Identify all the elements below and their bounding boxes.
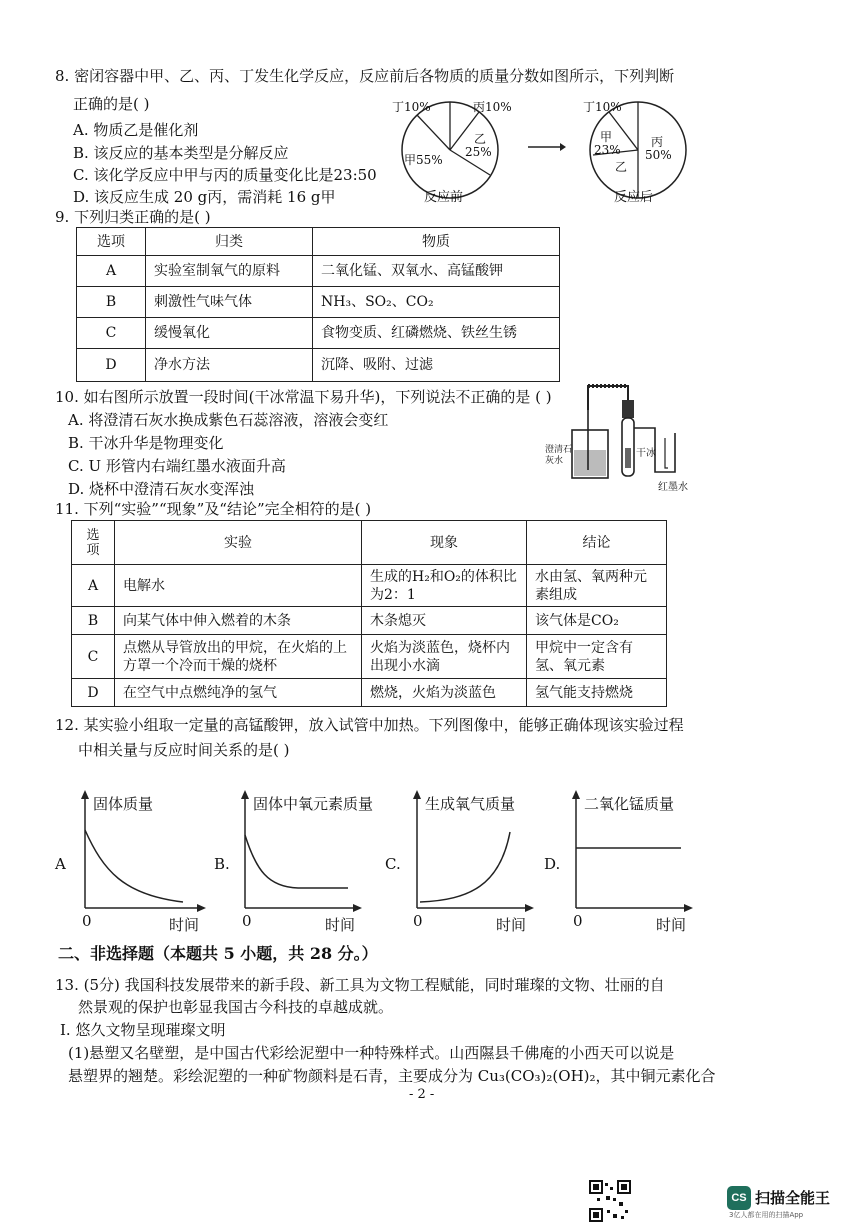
table-cell: 燃烧，火焰为淡蓝色 — [362, 679, 527, 707]
table-cell: 刺激性气味气体 — [146, 287, 313, 318]
table-cell: 二氧化锰、双氧水、高锰酸钾 — [313, 256, 560, 287]
pie-after-label-jia-pct: 23% — [594, 143, 621, 157]
table-cell: 缓慢氧化 — [146, 318, 313, 349]
graph-c-ylabel: 生成氧气质量 — [425, 795, 516, 813]
qr-code-icon — [589, 1180, 631, 1222]
page-number: - 2 - — [409, 1087, 435, 1102]
q11-stem: 11. 下列“实验”“现象”及“结论”完全相符的是( ) — [55, 500, 372, 518]
table-cell: C — [72, 635, 115, 679]
q9-header-category: 归类 — [146, 228, 313, 256]
table-cell: 沉降、吸附、过滤 — [313, 349, 560, 382]
pie-before-label-jia: 甲55% — [404, 153, 443, 167]
q8-option-a: A. 物质乙是催化剂 — [73, 121, 199, 139]
graph-d-option: D. — [544, 855, 561, 873]
pie-after-label-ding: 丁10% — [583, 100, 622, 114]
table-cell: 向某气体中伸入燃着的木条 — [115, 607, 362, 635]
graph-b-option: B. — [214, 855, 230, 873]
table-cell: 水由氢、氧两种元素组成 — [527, 565, 667, 607]
q8-option-b: B. 该反应的基本类型是分解反应 — [73, 144, 289, 162]
table-cell: 甲烷中一定含有氢、氧元素 — [527, 635, 667, 679]
pie-after-label-jia: 甲 — [600, 130, 613, 144]
section-title-non-choice: 二、非选择题（本题共 5 小题，共 28 分。） — [58, 944, 378, 963]
q10-option-d: D. 烧杯中澄清石灰水变浑浊 — [68, 480, 255, 498]
graph-b-xlabel: 时间 — [325, 916, 356, 934]
q10-stem: 10. 如右图所示放置一段时间(干冰常温下易升华)，下列说法不正确的是 ( ) — [55, 388, 552, 406]
graph-a-ylabel: 固体质量 — [93, 795, 154, 813]
table-cell: 点燃从导管放出的甲烷，在火焰的上方罩一个冷而干燥的烧杯 — [115, 635, 362, 679]
table-cell: D — [72, 679, 115, 707]
table-cell: A — [77, 256, 146, 287]
table-cell: 氢气能支持燃烧 — [527, 679, 667, 707]
q10-option-b: B. 干冰升华是物理变化 — [68, 434, 224, 452]
graph-c-option: C. — [385, 855, 401, 873]
graph-a-origin: 0 — [82, 912, 92, 930]
table-cell: 食物变质、红磷燃烧、铁丝生锈 — [313, 318, 560, 349]
q9-table — [76, 227, 560, 382]
table-cell: NH₃、SO₂、CO₂ — [313, 287, 560, 318]
table-cell: B — [77, 287, 146, 318]
table-cell: 木条熄灭 — [362, 607, 527, 635]
q8-stem-line2: 正确的是( ) — [73, 95, 150, 113]
pie-before-label-yi: 乙 — [474, 132, 487, 146]
pie-before-label-yi-pct: 25% — [465, 145, 492, 159]
q11-header-phenomenon: 现象 — [362, 521, 527, 565]
q12-stem-line1: 12. 某实验小组取一定量的高锰酸钾，放入试管中加热。下列图像中，能够正确体现该实验过程 — [55, 716, 684, 734]
graph-a-xlabel: 时间 — [169, 916, 200, 934]
apparatus-figure — [570, 378, 700, 488]
q9-header-substance: 物质 — [313, 228, 560, 256]
apparatus-label-red-ink: 红墨水 — [658, 482, 688, 493]
table-cell: 净水方法 — [146, 349, 313, 382]
q11-header-option: 选项 — [72, 521, 115, 565]
table-cell: C — [77, 318, 146, 349]
graph-b-ylabel: 固体中氧元素质量 — [253, 795, 374, 813]
q10-option-a: A. 将澄清石灰水换成紫色石蕊溶液，溶液会变红 — [68, 411, 389, 429]
q10-option-c: C. U 形管内右端红墨水液面升高 — [68, 457, 286, 475]
table-cell: 生成的H₂和O₂的体积比为2：1 — [362, 565, 527, 607]
graph-b-origin: 0 — [242, 912, 252, 930]
pie-after-label-bing: 丙 — [651, 135, 664, 149]
q8-stem-line1: 8. 密闭容器中甲、乙、丙、丁发生化学反应，反应前后各物质的质量分数如图所示，下列判断 — [55, 67, 675, 85]
q9-header-option: 选项 — [77, 228, 146, 256]
graph-d-origin: 0 — [573, 912, 583, 930]
pie-after-label-yi: 乙 — [615, 160, 628, 174]
table-cell: A — [72, 565, 115, 607]
q8-option-d: D. 该反应生成 20 g丙，需消耗 16 g甲 — [73, 188, 336, 206]
graph-d-ylabel: 二氧化锰质量 — [584, 795, 675, 813]
pie-after-caption: 反应后 — [614, 190, 654, 205]
table-cell: 电解水 — [115, 565, 362, 607]
q11-header-conclusion: 结论 — [527, 521, 667, 565]
camscanner-logo-icon: CS — [727, 1186, 751, 1210]
graph-c-xlabel: 时间 — [496, 916, 527, 934]
table-cell: 火焰为淡蓝色，烧杯内出现小水滴 — [362, 635, 527, 679]
table-cell: 实验室制氧气的原料 — [146, 256, 313, 287]
q13-stem-line2: 然景观的保护也彰显我国古今科技的卓越成就。 — [78, 998, 394, 1016]
brand-name: 扫描全能王 — [755, 1189, 831, 1207]
q13-paragraph-line1: (1)悬塑又名壁塑，是中国古代彩绘泥塑中一种特殊样式。山西隰县千佛庵的小西天可以说是 — [68, 1044, 675, 1062]
q13-paragraph-line2: 悬塑界的翘楚。彩绘泥塑的一种矿物颜料是石青，主要成分为 Cu₃(CO₃)₂(OH)₂，其中铜元素化合 — [68, 1067, 716, 1085]
q13-stem-line1: 13. (5分) 我国科技发展带来的新手段、新工具为文物工程赋能，同时璀璨的文物、壮丽的自 — [55, 976, 665, 994]
pie-before-label-bing: 丙10% — [473, 100, 512, 114]
graph-a-option: A — [55, 855, 66, 873]
graph-d-xlabel: 时间 — [656, 916, 687, 934]
q8-option-c: C. 该化学反应中甲与丙的质量变化比是23:50 — [73, 166, 377, 184]
table-cell: D — [77, 349, 146, 382]
pie-before-caption: 反应前 — [424, 190, 464, 205]
pie-after-label-bing-pct: 50% — [645, 148, 672, 162]
scanner-brand — [729, 1186, 847, 1220]
q12-stem-line2: 中相关量与反应时间关系的是( ) — [78, 741, 290, 759]
table-cell: 在空气中点燃纯净的氢气 — [115, 679, 362, 707]
brand-tagline: 3亿人都在用的扫描App — [729, 1211, 804, 1219]
q9-stem: 9. 下列归类正确的是( ) — [55, 208, 211, 226]
pie-before-label-ding: 丁10% — [392, 100, 431, 114]
q11-header-experiment: 实验 — [115, 521, 362, 565]
apparatus-label-limewater: 澄清石灰水 — [545, 445, 573, 466]
q13-subheading: Ⅰ. 悠久文物呈现璀璨文明 — [60, 1021, 226, 1039]
table-cell: 该气体是CO₂ — [527, 607, 667, 635]
graph-c-origin: 0 — [413, 912, 423, 930]
table-cell: B — [72, 607, 115, 635]
arrow-icon — [526, 140, 566, 154]
apparatus-label-dry-ice: 干冰 — [636, 448, 656, 459]
q11-table — [71, 520, 667, 707]
